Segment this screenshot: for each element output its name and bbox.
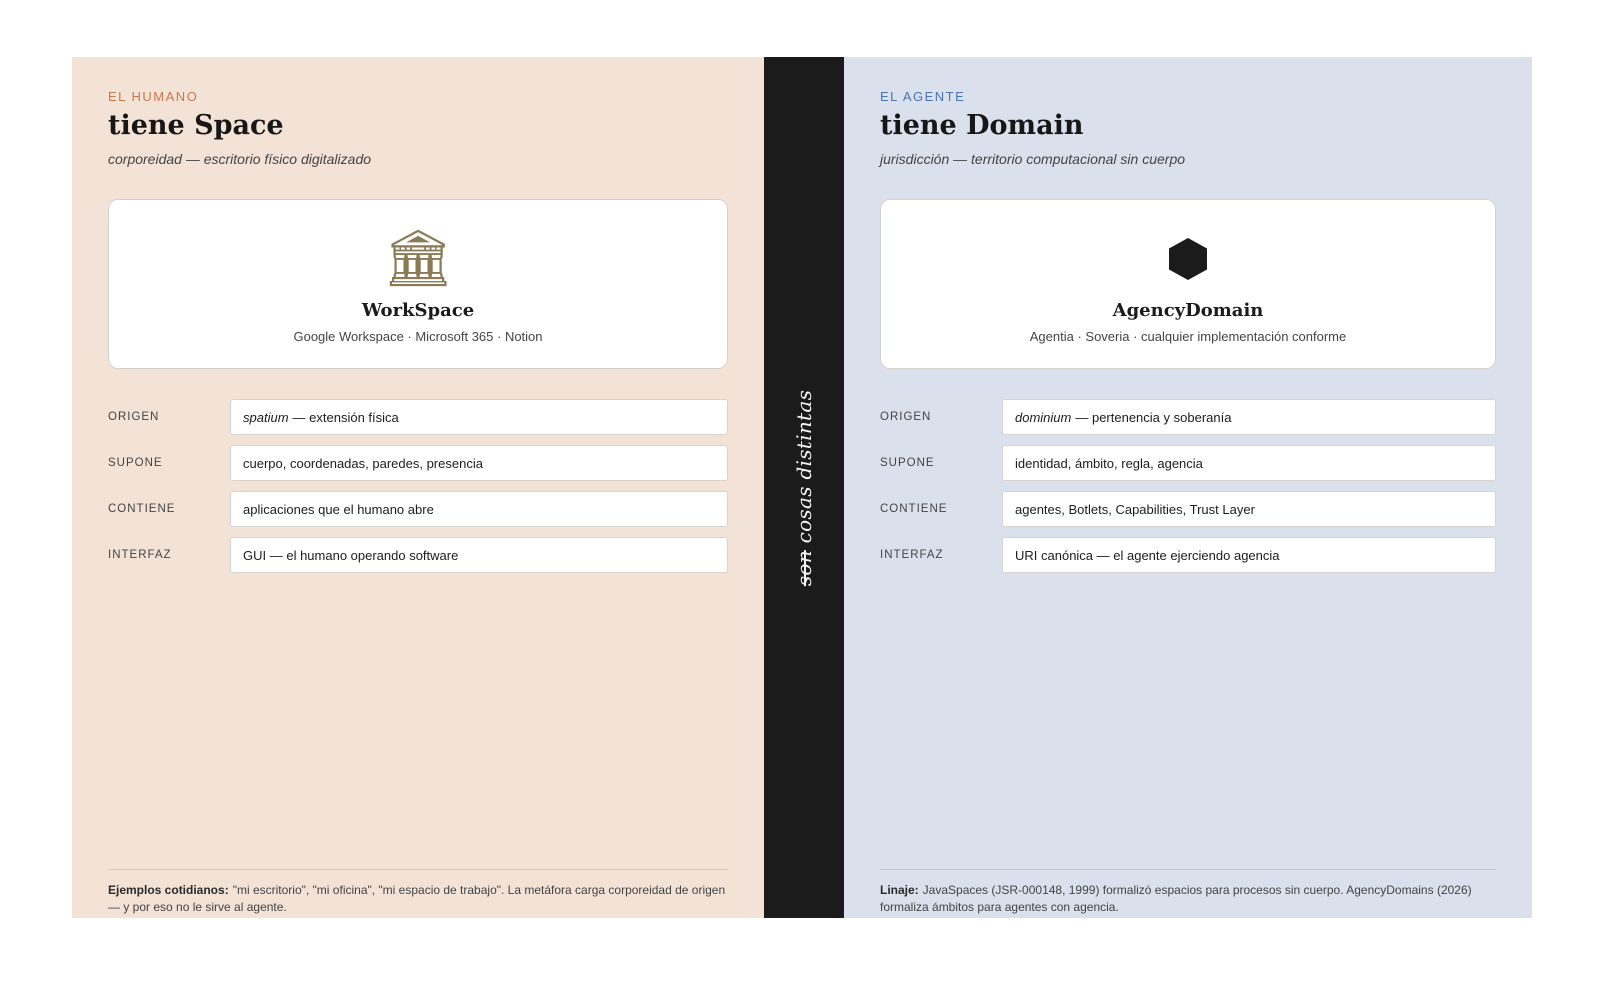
human-eyebrow: EL HUMANO bbox=[108, 89, 199, 104]
agent-attributes bbox=[880, 399, 1496, 573]
divider-caption bbox=[792, 389, 816, 585]
attribute-row bbox=[880, 445, 1496, 481]
footer-label: Ejemplos cotidianos: bbox=[108, 883, 229, 897]
attribute-text: cuerpo, coordenadas, paredes, presencia bbox=[243, 455, 483, 471]
attribute-value bbox=[1002, 445, 1496, 481]
human-subtitle: corporeidad — escritorio físico digitalizado bbox=[108, 151, 372, 167]
agent-subtitle: jurisdicción — territorio computacional sin cuerpo bbox=[880, 151, 1186, 167]
attribute-label: ORIGEN bbox=[108, 411, 160, 423]
attribute-value bbox=[230, 491, 728, 527]
attribute-label: INTERFAZ bbox=[880, 549, 944, 561]
human-title: tiene Space bbox=[108, 110, 284, 141]
attribute-label: SUPONE bbox=[880, 457, 935, 469]
divider-struck-word: son bbox=[792, 549, 816, 586]
agencydomain-card bbox=[880, 199, 1496, 369]
footer-text: JavaSpaces (JSR-000148, 1999) formalizó espacios para procesos sin cuerpo. AgencyDomains (2026) formaliza ámbitos para agentes con agencia. bbox=[880, 883, 1472, 914]
agent-eyebrow: EL AGENTE bbox=[880, 89, 966, 104]
attribute-label: INTERFAZ bbox=[108, 549, 172, 561]
attribute-value bbox=[1002, 399, 1496, 435]
footer-label: Linaje: bbox=[880, 883, 919, 897]
attribute-label: CONTIENE bbox=[108, 503, 176, 515]
attribute-value bbox=[1002, 537, 1496, 573]
center-divider bbox=[764, 57, 844, 918]
attribute-row bbox=[880, 537, 1496, 573]
agencydomain-card-title: AgencyDomain bbox=[1112, 300, 1264, 321]
human-attributes bbox=[108, 399, 728, 573]
footer-text: "mi escritorio", "mi oficina", "mi espacio de trabajo". La metáfora carga corporeidad de origen — y por eso no le sirve al agente. bbox=[108, 883, 726, 914]
attribute-row bbox=[880, 491, 1496, 527]
attribute-text: URI canónica — el agente ejerciendo agencia bbox=[1015, 547, 1280, 563]
workspace-card bbox=[108, 199, 728, 369]
agent-panel bbox=[844, 57, 1532, 918]
comparison-diagram bbox=[72, 57, 1532, 918]
human-panel bbox=[72, 57, 764, 918]
attribute-term: dominium bbox=[1015, 409, 1072, 425]
attribute-text: identidad, ámbito, regla, agencia bbox=[1015, 455, 1203, 471]
attribute-row bbox=[108, 399, 728, 435]
agent-footer-note bbox=[880, 869, 1496, 916]
attribute-row bbox=[108, 445, 728, 481]
agent-title: tiene Domain bbox=[880, 110, 1084, 141]
attribute-text: GUI — el humano operando software bbox=[243, 547, 459, 563]
attribute-row bbox=[108, 537, 728, 573]
attribute-value bbox=[230, 537, 728, 573]
attribute-label: ORIGEN bbox=[880, 411, 932, 423]
human-footer-note bbox=[108, 869, 728, 916]
attribute-label: SUPONE bbox=[108, 457, 163, 469]
attribute-text: agentes, Botlets, Capabilities, Trust Layer bbox=[1015, 501, 1255, 517]
attribute-text: aplicaciones que el humano abre bbox=[243, 501, 434, 517]
divider-text: cosas distintas bbox=[792, 389, 816, 550]
classical-building-icon: 🏛 bbox=[382, 226, 454, 289]
attribute-value bbox=[230, 399, 728, 435]
attribute-value bbox=[230, 445, 728, 481]
hexagon-icon bbox=[1169, 238, 1207, 280]
agencydomain-card-subtitle: Agentia · Soveria · cualquier implementación conforme bbox=[1029, 329, 1347, 344]
workspace-card-title: WorkSpace bbox=[361, 300, 475, 321]
attribute-label: CONTIENE bbox=[880, 503, 948, 515]
attribute-term: spatium bbox=[243, 409, 289, 425]
workspace-card-subtitle: Google Workspace · Microsoft 365 · Notion bbox=[293, 329, 543, 344]
attribute-text: — extensión física bbox=[292, 409, 399, 425]
attribute-text: — pertenencia y soberanía bbox=[1075, 409, 1232, 425]
attribute-value bbox=[1002, 491, 1496, 527]
attribute-row bbox=[880, 399, 1496, 435]
attribute-row bbox=[108, 491, 728, 527]
